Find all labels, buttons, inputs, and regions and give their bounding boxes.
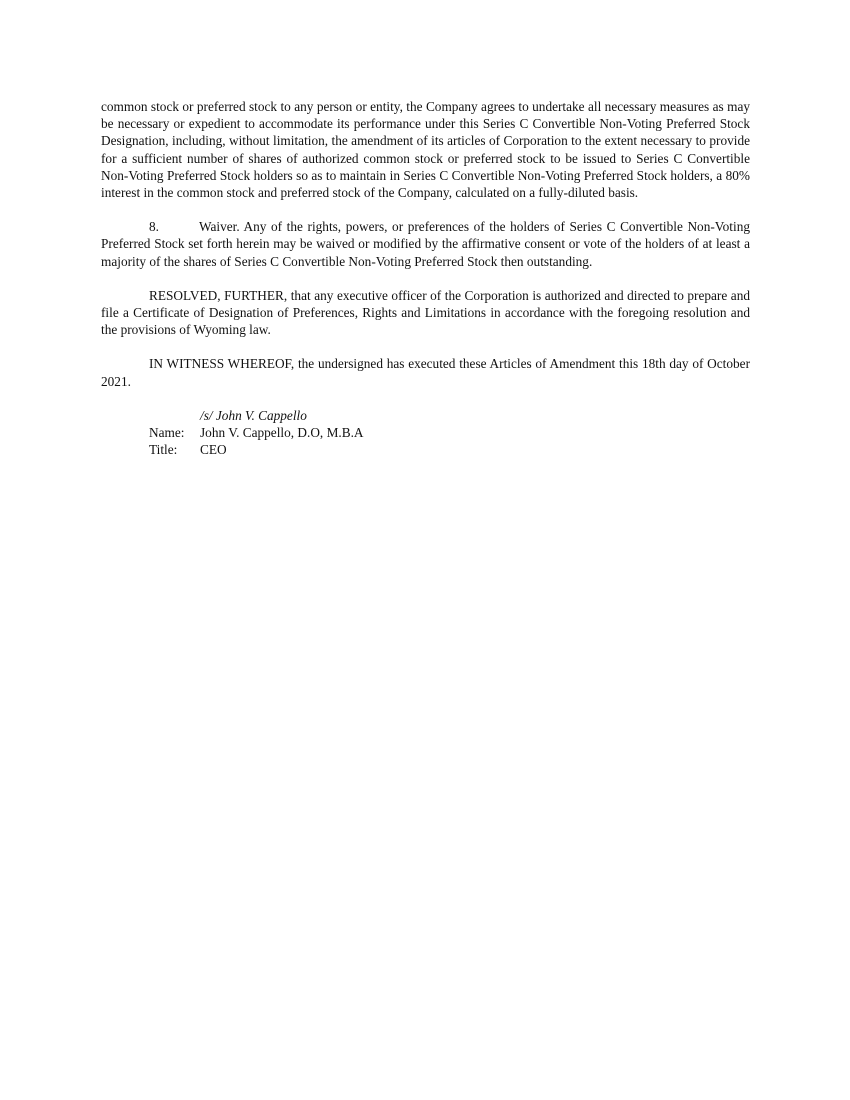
name-value: John V. Cappello, D.O, M.B.A — [200, 424, 364, 440]
document-content — [101, 98, 750, 458]
section-8-paragraph — [101, 218, 750, 270]
resolved-paragraph: RESOLVED, FURTHER, that any executive officer of the Corporation is authorized and directed to prepare and file a Certificate of Designation of Preferences, Rights and Limitations in accordance with the foregoing resolution and the provisions of Wyoming law. — [101, 287, 750, 338]
title-value: CEO — [200, 441, 227, 457]
signatory-name-row — [149, 424, 750, 441]
title-label: Title: — [149, 441, 178, 457]
signature-spacer — [149, 407, 200, 424]
signature-text: /s/ John V. Cappello — [200, 407, 307, 423]
name-label: Name: — [149, 424, 185, 440]
signatory-title-row — [149, 441, 750, 458]
witness-paragraph: IN WITNESS WHEREOF, the undersigned has executed these Articles of Amendment this 18th day of October 2021. — [101, 356, 750, 389]
continuation-paragraph: common stock or preferred stock to any person or entity, the Company agrees to undertake all necessary measures as may be necessary or expedient to accommodate its performance under this Series C Convertible Non-Voting Preferred Stock Designation, including, without limitation, the amendment of its articles of Corporation to the extent necessary to provide for a sufficient number of shares of authorized common stock or preferred stock to be issued to Series C Convertible Non-Voting Preferred Stock holders so as to maintain in Series C Convertible Non-Voting Preferred Stock holders, a 80% interest in the common stock and preferred stock of the Company, calculated on a fully-diluted basis. — [101, 99, 750, 201]
section-8-text: Waiver. Any of the rights, powers, or preferences of the holders of Series C Convertible Non-Voting Preferred Stock set forth herein may be waived or modified by the affirmative consent or vote of the holders of at least a majority of the shares of Series C Convertible Non-Voting Preferred Stock then outstanding. — [101, 219, 750, 269]
section-number: 8. — [149, 219, 159, 235]
signature-block — [149, 407, 750, 458]
signature-line — [149, 407, 750, 424]
